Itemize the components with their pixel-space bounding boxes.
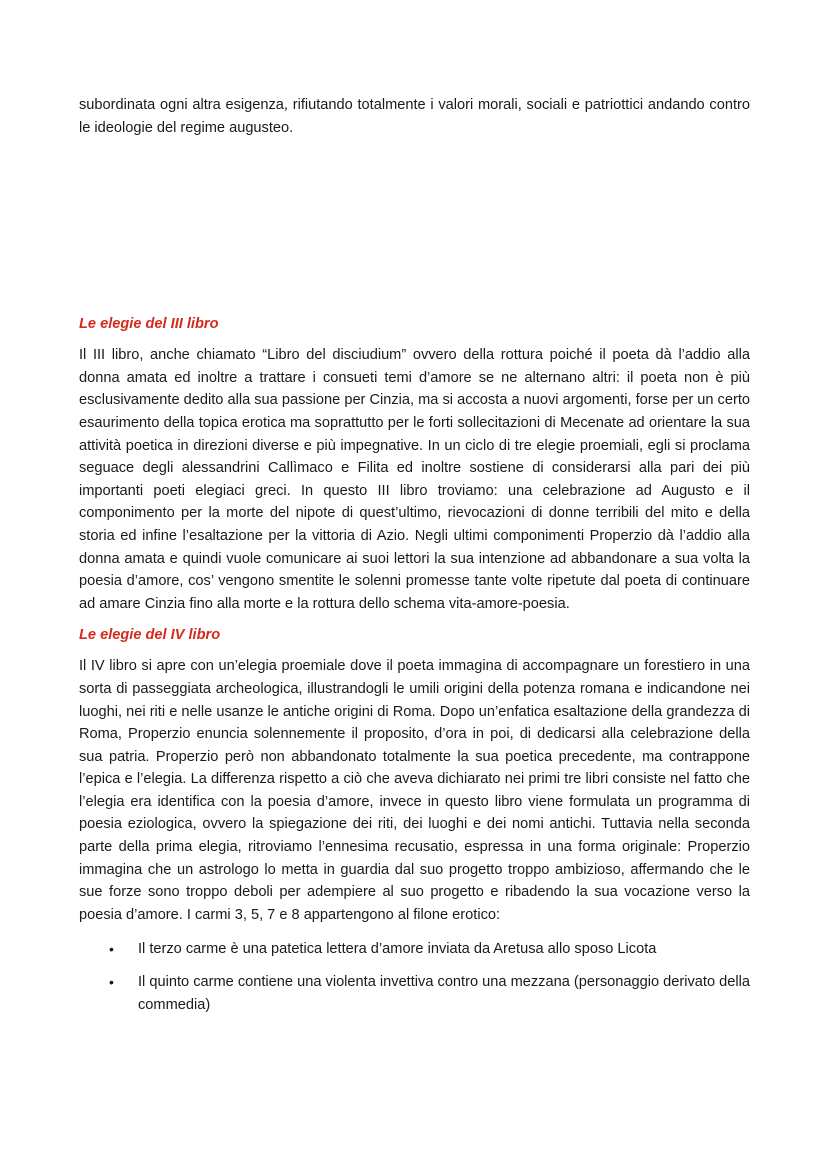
- section-body-fourth-book: Il IV libro si apre con un’elegia proemiale dove il poeta immagina di accompagnare un forestiero in una sorta di passeggiata archeologica, illustrandogli le umili origini della potenza romana e indicandone nei luoghi, nei riti e nelle usanze le antiche origini di Roma. Dopo un’enfatica esaltazione della grandezza di Roma, Properzio enuncia solennemente il proposito, d’ora in poi, di dedicarsi alla celebrazione della sua patria. Properzio però non abbandonato totalmente la sua poetica precedente, ma contrappone l’epica e l’elegia. La differenza rispetto a ciò che aveva dichiarato nei primi tre libri consiste nel fatto che l’elegia era identifica con la poesia d’amore, invece in questo libro viene formulata un programma di poesia eziologica, ovvero la spiegazione dei riti, dei luoghi e dei nomi antichi. Tuttavia nella seconda parte della prima elegia, ritroviamo l’ennesima recusatio, espressa in una forma originale: Properzio immagina che un astrologo lo metta in guardia dal suo progetto troppo ambizioso, affermando che le sue forze sono troppo deboli per adempiere al suo progetto e ribadendo la sua vocazione verso la poesia d’amore. I carmi 3, 5, 7 e 8 appartengono al filone erotico:: [79, 658, 750, 923]
- intro-paragraph: subordinata ogni altra esigenza, rifiutando totalmente i valori morali, sociali e patriottici andando contro le ideologie del regime augusteo.: [79, 97, 750, 136]
- bullet-list: [79, 938, 750, 1016]
- list-item-text: Il quinto carme contiene una violenta invettiva contro una mezzana (personaggio derivato della commedia): [138, 974, 750, 1013]
- section-body-third-book: Il III libro, anche chiamato “Libro del disciudium” ovvero della rottura poiché il poeta dà l’addio alla donna amata ed inoltre a trattare i consueti temi d’amore se ne alternano altri: il poeta non è più esclusivamente dedito alla sua passione per Cinzia, ma si accosta a nuovi argomenti, forse per un certo esaurimento della topica erotica ma soprattutto per le forti sollecitazioni di Mecenate ad orientare la sua attività poetica in direzioni diverse e più impegnative. In un ciclo di tre elegie proemiali, egli si proclama seguace degli alessandrini Callìmaco e Filita ed inoltre sostiene di considerarsi alla pari dei più importanti poeti elegiaci greci. In questo III libro troviamo: una celebrazione ad Augusto e il componimento per la morte del nipote di quest’ultimo, rievocazioni di donne terribili del mito e della storia ed infine l’esaltazione per la vittoria di Azio. Negli ultimi componimenti Properzio dà l’addio alla donna amata e quindi vuole comunicare ai suoi lettori la sua intenzione ad abbandonare a sua volta la poesia d’amore, cos’ vengono smentite le solenni promesse tante volte ripetute dal poeta di continuare ad amare Cinzia fino alla morte e la rottura dello schema vita-amore-poesia.: [79, 347, 750, 612]
- list-item: [79, 938, 750, 961]
- list-item: [79, 971, 750, 1016]
- section-heading-fourth-book: Le elegie del IV libro: [79, 627, 221, 644]
- bullet-icon: •: [109, 941, 114, 958]
- section-heading-third-book: Le elegie del III libro: [79, 316, 219, 333]
- section-third-book: [79, 313, 750, 615]
- document-page: [79, 94, 750, 1026]
- section-fourth-book: [79, 624, 750, 1016]
- list-item-text: Il terzo carme è una patetica lettera d’amore inviata da Aretusa allo sposo Licota: [138, 941, 657, 958]
- bullet-icon: •: [109, 974, 114, 991]
- blank-space: [79, 139, 750, 313]
